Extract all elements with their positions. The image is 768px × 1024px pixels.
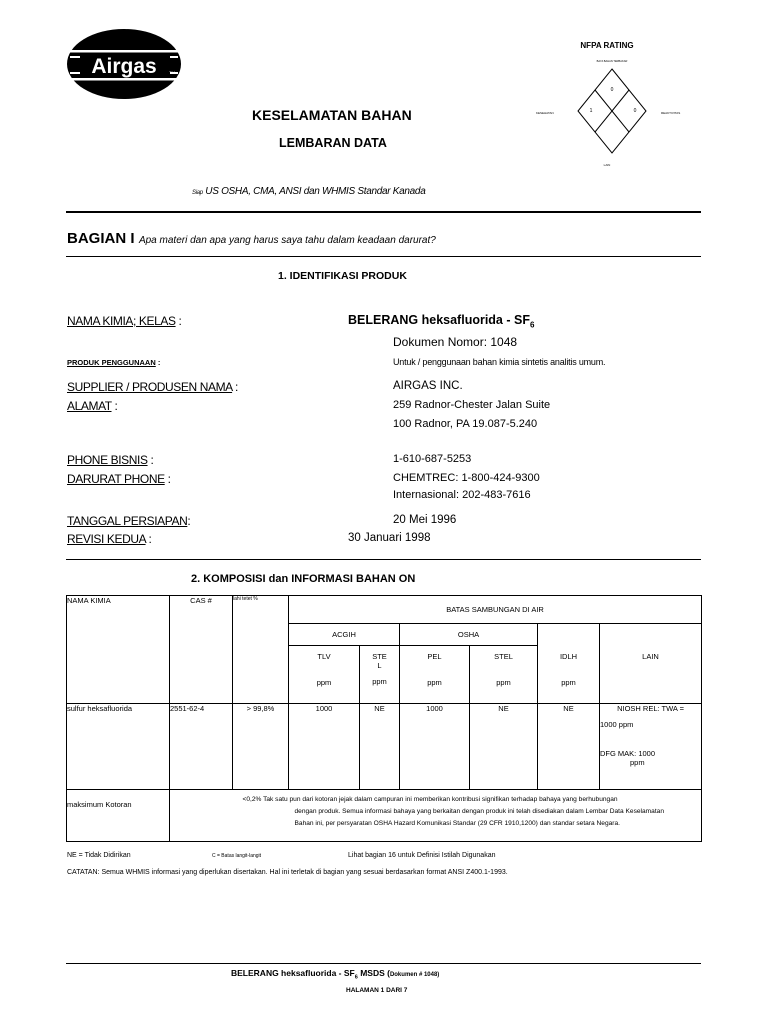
- cell-lain: [600, 704, 702, 790]
- section-1-header: [67, 230, 436, 248]
- nfpa-other-label: LAIN: [603, 163, 611, 167]
- usage-label: PRODUK PENGGUNAAN: [67, 358, 156, 367]
- cell-impurity-text: [233, 790, 702, 842]
- composition-heading: 2. KOMPOSISI dan INFORMASI BAHAN ON: [191, 573, 416, 585]
- header-pel: [400, 646, 470, 704]
- doc-title-2: LEMBARAN DATA: [279, 136, 387, 150]
- address-row-label: [67, 399, 117, 413]
- header-exposure-limits: BATAS SAMBUNGAN DI AIR: [289, 596, 702, 624]
- supplier-label: SUPPLIER / PRODUSEN NAMA: [67, 380, 233, 394]
- nfpa-reactivity: 0: [633, 108, 637, 114]
- colon: :: [157, 358, 161, 367]
- header-tlv-unit: ppm: [316, 678, 332, 687]
- header-acgih-stel-b: L: [377, 661, 382, 670]
- airgas-logo-graphic: [66, 28, 184, 100]
- section-1-question: Apa materi dan apa yang harus saya tahu dalam keadaan darurat?: [138, 235, 436, 246]
- table-row: [67, 790, 702, 842]
- emergency-row-label: [67, 472, 171, 486]
- cell-lain-2: 1000 ppm: [600, 720, 634, 729]
- cell-impurity-label: maksimum Kotoran: [67, 790, 170, 842]
- prep-date-row-label: [67, 514, 190, 528]
- note-see-section-16: Lihat bagian 16 untuk Definisi Istilah Digunakan: [348, 852, 496, 859]
- usage-value: Untuk / penggunaan bahan kimia sintetis analitis umum.: [393, 357, 606, 367]
- emergency-value-2: Internasional: 202-483-7616: [393, 489, 531, 501]
- revision-label: REVISI KEDUA: [67, 532, 146, 546]
- footer-title: [231, 968, 439, 981]
- colon: :: [150, 453, 154, 467]
- footer-subscript: 6: [354, 974, 358, 981]
- cell-osha-stel: NE: [470, 704, 538, 790]
- note-c: C = Batas langit-langit: [212, 853, 262, 859]
- address-line-2: 100 Radnor, PA 19.087-5.240: [393, 418, 538, 430]
- header-acgih-stel-a: STE: [372, 652, 387, 661]
- divider-top: [66, 211, 701, 213]
- cell-lain-3: DFG MAK: 1000: [600, 749, 656, 758]
- nfpa-health: 1: [589, 108, 593, 114]
- divider-section-1: [66, 256, 701, 257]
- usage-row-label: [67, 358, 160, 367]
- emergency-label: DARURAT PHONE: [67, 472, 165, 486]
- product-id-heading: 1. IDENTIFIKASI PRODUK: [278, 270, 407, 282]
- chem-name-row-label: [67, 314, 181, 328]
- cell-cas: 2551-62-4: [170, 704, 233, 790]
- cell-acgih-stel: NE: [360, 704, 400, 790]
- header-cas: CAS #: [170, 596, 233, 704]
- standards-prefix: Siap: [192, 190, 203, 196]
- supplier-value: AIRGAS INC.: [393, 380, 463, 392]
- colon: :: [148, 532, 152, 546]
- nfpa-title: NFPA RATING: [580, 41, 634, 50]
- address-label: ALAMAT: [67, 399, 112, 413]
- document-number: Dokumen Nomor: 1048: [393, 335, 518, 349]
- header-osha-stel-label: STEL: [494, 652, 513, 661]
- divider-section-2: [66, 559, 701, 560]
- header-tlv-label: TLV: [317, 652, 331, 661]
- header-acgih-stel-unit: ppm: [372, 677, 387, 686]
- header-idlh-unit: ppm: [561, 678, 576, 687]
- address-line-1: 259 Radnor-Chester Jalan Suite: [393, 399, 551, 411]
- header-lain: LAIN: [600, 624, 702, 704]
- footer-product: BELERANG heksafluorida - SF: [231, 968, 355, 978]
- impurity-line-3: Bahan ini, per persyaratan OSHA Hazard Komunikasi Standar (29 CFR 1910,1200) dan standar setara Negara.: [294, 820, 620, 827]
- divider-footer: [66, 963, 701, 964]
- header-osha: OSHA: [400, 624, 538, 646]
- phone-label: PHONE BISNIS: [67, 453, 148, 467]
- note-catatan: CATATAN: Semua WHMIS informasi yang diperlukan disertakan. Hal ini terletak di bagian yang sesuai berdasarkan format ANSI Z400.1-1993.: [67, 869, 508, 876]
- logo-wordmark: Airgas: [91, 55, 157, 78]
- airgas-logo: [66, 28, 184, 100]
- supplier-row-label: [67, 380, 238, 394]
- phone-row-label: [67, 453, 153, 467]
- emergency-value-1: CHEMTREC: 1-800-424-9300: [393, 472, 540, 484]
- header-acgih-stel: [360, 646, 400, 704]
- nfpa-diamond: [535, 38, 715, 168]
- colon: :: [235, 380, 238, 394]
- colon: :: [178, 314, 182, 328]
- nfpa-flammability: 0: [610, 87, 614, 93]
- page-number: HALAMAN 1 DARI 7: [346, 987, 408, 994]
- standards-line: [192, 186, 425, 197]
- header-idlh-label: IDLH: [559, 652, 578, 661]
- note-ne: NE = Tidak Didirikan: [67, 852, 131, 859]
- colon: :: [114, 399, 118, 413]
- nfpa-health-label: KESEHATAN: [536, 111, 554, 115]
- cell-pel: 1000: [400, 704, 470, 790]
- chem-name-label: NAMA KIMIA; KELAS: [67, 314, 176, 328]
- logo-tm: TM: [169, 70, 175, 75]
- nfpa-rating: [535, 38, 715, 168]
- header-idlh: [538, 624, 600, 704]
- nfpa-reactivity-label: REAKTIVITAS: [661, 111, 681, 115]
- prep-date-label: TANGGAL PERSIAPAN: [67, 514, 188, 528]
- header-acgih: ACGIH: [289, 624, 400, 646]
- header-tlv: [289, 646, 360, 704]
- nfpa-top-label: BAYA BAHAN TERBAKAR: [596, 60, 628, 63]
- cell-idlh: NE: [538, 704, 600, 790]
- footer-msds: MSDS (: [360, 968, 390, 978]
- standards-text: US OSHA, CMA, ANSI dan WHMIS Standar Kanada: [205, 186, 426, 197]
- section-1-label: BAGIAN I: [67, 230, 135, 247]
- cell-lain-4: ppm: [630, 758, 645, 767]
- chem-name-text: BELERANG heksafluorida - SF: [348, 313, 530, 327]
- header-pel-label: PEL: [427, 652, 442, 661]
- cell-lain-1: NIOSH REL: TWA =: [617, 704, 684, 713]
- revision-row-label: [67, 532, 151, 546]
- cell-chem-name: sulfur heksafluorida: [67, 704, 170, 790]
- prep-date-value: 20 Mei 1996: [393, 514, 457, 526]
- colon: :: [187, 514, 191, 528]
- footer-doc-number: Dokumen # 1048): [389, 972, 440, 978]
- revision-value: 30 Januari 1998: [348, 532, 431, 544]
- header-osha-stel-unit: ppm: [496, 678, 511, 687]
- header-pel-unit: ppm: [427, 678, 442, 687]
- doc-title-1: KESELAMATAN BAHAN: [252, 107, 412, 123]
- header-osha-stel: [470, 646, 538, 704]
- chem-name-subscript: 6: [529, 320, 535, 330]
- table-row: [67, 704, 702, 790]
- header-percent: lahi tetet %: [233, 596, 289, 704]
- colon: :: [167, 472, 171, 486]
- impurity-line-1: <0,2% Tak satu pun dari kotoran jejak dalam campuran ini memberikan kontribusi signifikan terhadap bahaya yang berhubungan: [242, 796, 618, 803]
- chem-name-value: [348, 313, 534, 330]
- cell-percent: > 99,8%: [233, 704, 289, 790]
- header-chem-name: NAMA KIMIA: [67, 596, 170, 704]
- phone-value: 1-610-687-5253: [393, 453, 472, 465]
- cell-tlv: 1000: [289, 704, 360, 790]
- impurity-line-2: dengan produk. Semua informasi bahaya yang berkaitan dengan produk ini telah disediakan dalam Lembar Data Keselamatan: [294, 808, 664, 815]
- composition-table: [66, 595, 702, 842]
